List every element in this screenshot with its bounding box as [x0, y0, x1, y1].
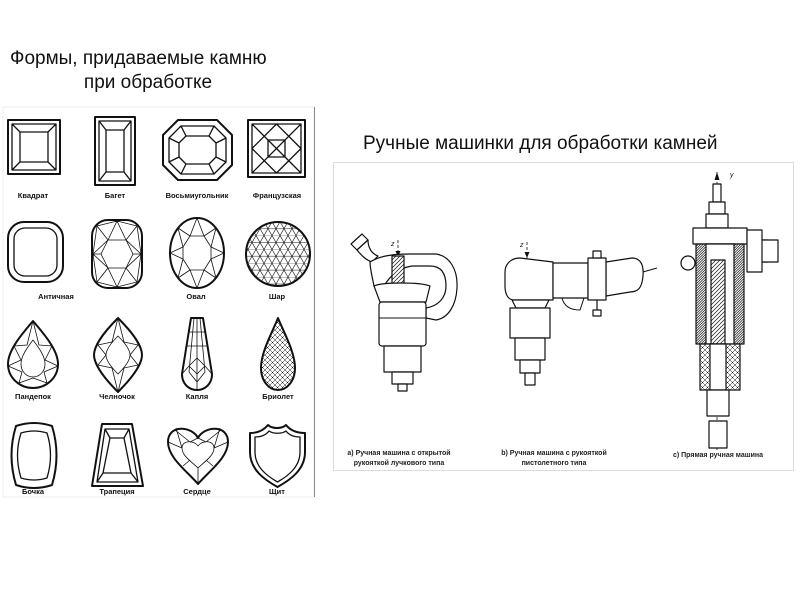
gem-label: Щит [269, 487, 285, 496]
tool-b-axis-label: z [520, 242, 524, 249]
tool-a-motor-body [379, 302, 426, 346]
gem-label: Квадрат [17, 191, 49, 200]
tool-c-axis-label: y [730, 172, 734, 179]
gem-label: Капля [185, 392, 209, 401]
tool-c-coupling [706, 214, 728, 228]
tool-a-lower-housing [384, 346, 421, 372]
gem-label: Сердце [183, 487, 211, 496]
gem-outline [163, 120, 232, 180]
gem-label: Багет [104, 191, 126, 200]
tool-b-grip [606, 258, 643, 296]
gem-barrel [12, 423, 57, 496]
tool-c-top-nut [709, 202, 725, 214]
gem-outline [12, 423, 57, 488]
tool-c-tip [709, 421, 727, 448]
tool-b-clamp-screw-top [593, 251, 601, 258]
tool-a-axis-label: z [391, 241, 395, 248]
tool-b-collet [520, 360, 540, 373]
gem-outline [8, 222, 63, 282]
gem-label: Восьмиугольник [165, 191, 229, 200]
tool-c-inner-spindle [711, 260, 725, 344]
tool-c-collar [693, 228, 747, 244]
tool-a-caption-line-2: рукояткой лучкового типа [353, 460, 445, 467]
tool-c-caption: c) Прямая ручная машина [672, 452, 764, 459]
tool-b-handle [553, 263, 588, 298]
gem-cushion-brilliant [92, 220, 142, 288]
tool-a-neck [374, 283, 430, 302]
gem-label: Бриолет [262, 392, 294, 401]
gem-shapes-panel [3, 107, 315, 497]
tools-panel [334, 163, 794, 471]
gem-label: Пандепок [15, 392, 51, 401]
tool-c-lower-bore [710, 344, 726, 390]
tool-b-head [505, 258, 553, 300]
gem-label: Античная [38, 292, 74, 301]
tool-a-tip [398, 384, 407, 391]
gem-label: Бочка [21, 487, 45, 496]
gem-label: Трапеция [99, 487, 135, 496]
gem-label: Челночок [99, 392, 135, 401]
gem-label: Французская [252, 191, 302, 200]
gem-label: Овал [186, 292, 206, 301]
tool-a-collet [392, 372, 413, 384]
tool-c-side-knob [681, 256, 695, 270]
tool-b-clamp [588, 258, 606, 300]
tool-a-caption-line-1: a) Ручная машина с открытой [347, 450, 451, 457]
left-title-line-1: Формы, придаваемые камню [10, 48, 267, 69]
left-title-line-2: при обработке [83, 72, 213, 93]
gem-outline [95, 117, 135, 185]
tool-c-top-tube [713, 184, 721, 202]
tool-b-caption-line-2: пистолетного типа [521, 460, 587, 467]
tool-b-motor-body [510, 308, 550, 338]
tool-c-shaft [707, 390, 729, 416]
gem-label: Шар [268, 292, 286, 301]
tool-b-lower-housing [515, 338, 545, 360]
tool-b-collet-cone [512, 300, 549, 308]
right-title: Ручные машинки для обработки камней [363, 133, 718, 154]
tool-b-caption-line-1: b) Ручная машина с рукояткой [501, 450, 607, 457]
gem-outline [246, 222, 310, 286]
tool-c-fitting-nut [762, 240, 778, 262]
tool-b-tip [525, 373, 535, 385]
